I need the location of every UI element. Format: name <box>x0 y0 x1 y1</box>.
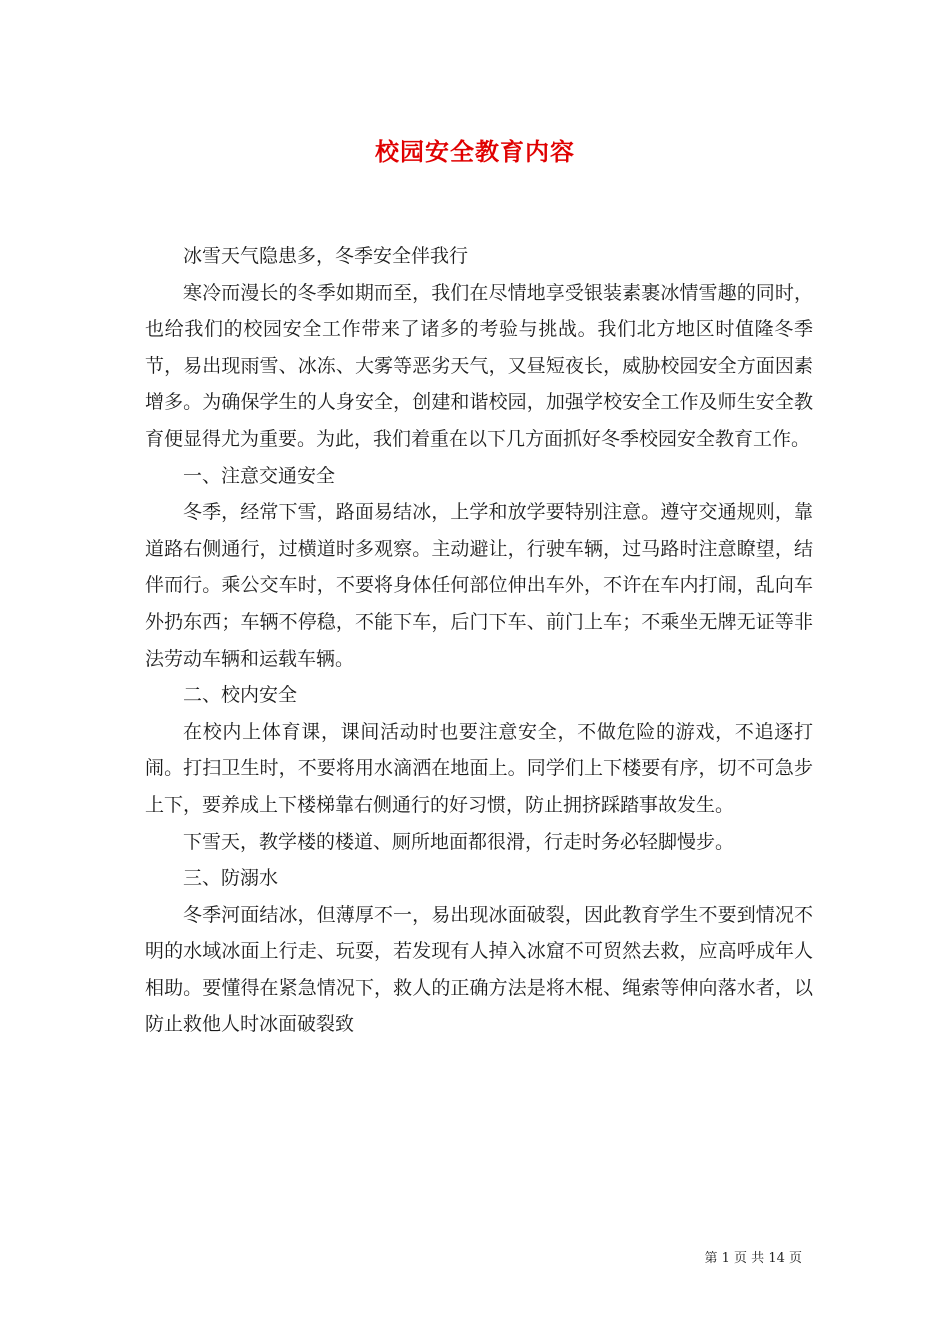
section-heading-traffic: 一、注意交通安全 <box>183 464 336 487</box>
document-title: 校园安全教育内容 <box>375 137 575 166</box>
section-heading-drowning: 三、防溺水 <box>183 867 279 890</box>
paragraph-drowning: 冬季河面结冰，但薄厚不一，易出现冰面破裂，因此教育学生不要到情况不明的水域冰面上行走、玩耍，若发现有人掉入冰窟不可贸然去救，应高呼成年人相助。要懂得在紧急情况下，救人的正确方法是将木棍、绳索等伸向落水者，以防止救他人时冰面破裂致 <box>145 903 813 1036</box>
paragraph-snow: 下雪天，教学楼的楼道、厕所地面都很滑，行走时务必轻脚慢步。 <box>183 830 735 853</box>
section-heading-campus: 二、校内安全 <box>183 684 298 707</box>
paragraph-intro: 寒冷而漫长的冬季如期而至，我们在尽情地享受银装素裹冰情雪趣的同时，也给我们的校园安全工作带来了诸多的考验与挑战。我们北方地区时值隆冬季节，易出现雨雪、冰冻、大雾等恶劣天气，又昼短夜长，威胁校园安全方面因素增多。为确保学生的人身安全，创建和谐校园，加强学校安全工作及师生安全教育便显得尤为重要。为此，我们着重在以下几方面抓好冬季校园安全教育工作。 <box>145 281 813 450</box>
paragraph-subtitle: 冰雪天气隐患多，冬季安全伴我行 <box>183 245 469 267</box>
document-body <box>145 238 813 1043</box>
page-number: 第 1 页 共 14 页 <box>704 1251 802 1266</box>
paragraph-campus: 在校内上体育课，课间活动时也要注意安全，不做危险的游戏，不追逐打闹。打扫卫生时，不要将用水滴洒在地面上。同学们上下楼要有序，切不可急步上下，要养成上下楼梯靠右侧通行的好习惯，防止拥挤踩踏事故发生。 <box>145 720 813 816</box>
paragraph-traffic: 冬季，经常下雪，路面易结冰，上学和放学要特别注意。遵守交通规则，靠道路右侧通行，过横道时多观察。主动避让，行驶车辆，过马路时注意瞭望，结伴而行。乘公交车时，不要将身体任何部位伸出车外，不许在车内打闹，乱向车外扔东西；车辆不停稳，不能下车，后门下车、前门上车；不乘坐无牌无证等非法劳动车辆和运载车辆。 <box>145 501 813 670</box>
